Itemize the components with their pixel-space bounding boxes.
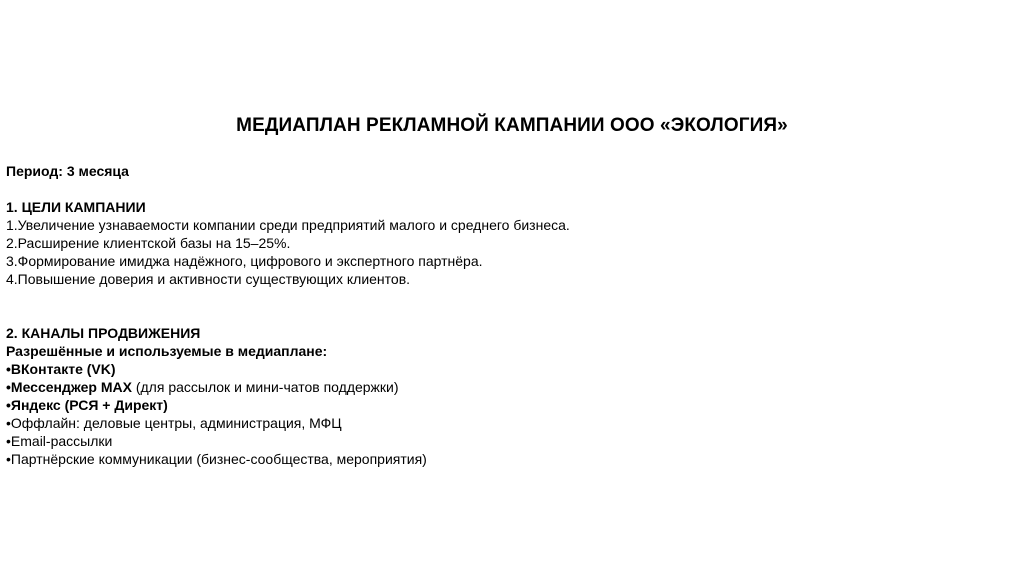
- channels-subheading: Разрешённые и используемые в медиаплане:: [6, 343, 328, 359]
- channel-item: [6, 414, 1006, 432]
- channel-item-rest: •Оффлайн: деловые центры, администрация, МФЦ: [6, 415, 342, 431]
- channel-item: [6, 396, 1006, 414]
- channel-item: [6, 378, 1006, 396]
- channel-item: [6, 432, 1006, 450]
- channel-item-bold: •Яндекс (РСЯ + Директ): [6, 397, 168, 413]
- channels-heading: 2. КАНАЛЫ ПРОДВИЖЕНИЯ: [6, 325, 201, 341]
- channel-item: [6, 450, 1006, 468]
- channel-item-bold: •Мессенджер MAX: [6, 379, 132, 395]
- channels-section: [6, 324, 1006, 468]
- period-line: Период: 3 месяца: [6, 163, 129, 179]
- channel-item-rest: •Email-рассылки: [6, 433, 113, 449]
- channel-item-bold: •ВКонтакте (VK): [6, 361, 116, 377]
- goal-item: 1.Увеличение узнаваемости компании среди предприятий малого и среднего бизнеса.: [6, 217, 570, 233]
- content-body: [6, 162, 1006, 468]
- page-title: МЕДИАПЛАН РЕКЛАМНОЙ КАМПАНИИ ООО «ЭКОЛОГИЯ»: [236, 115, 788, 136]
- goal-item: 4.Повышение доверия и активности существующих клиентов.: [6, 271, 411, 287]
- channel-item-rest: •Партнёрские коммуникации (бизнес-сообщества, мероприятия): [6, 451, 427, 467]
- channel-item: [6, 360, 1006, 378]
- goals-section: [6, 198, 1006, 288]
- channel-item-rest: (для рассылок и мини-чатов поддержки): [131, 379, 399, 395]
- goal-item: 3.Формирование имиджа надёжного, цифрового и экспертного партнёра.: [6, 253, 483, 269]
- goals-heading: 1. ЦЕЛИ КАМПАНИИ: [6, 199, 146, 215]
- goal-item: 2.Расширение клиентской базы на 15–25%.: [6, 235, 291, 251]
